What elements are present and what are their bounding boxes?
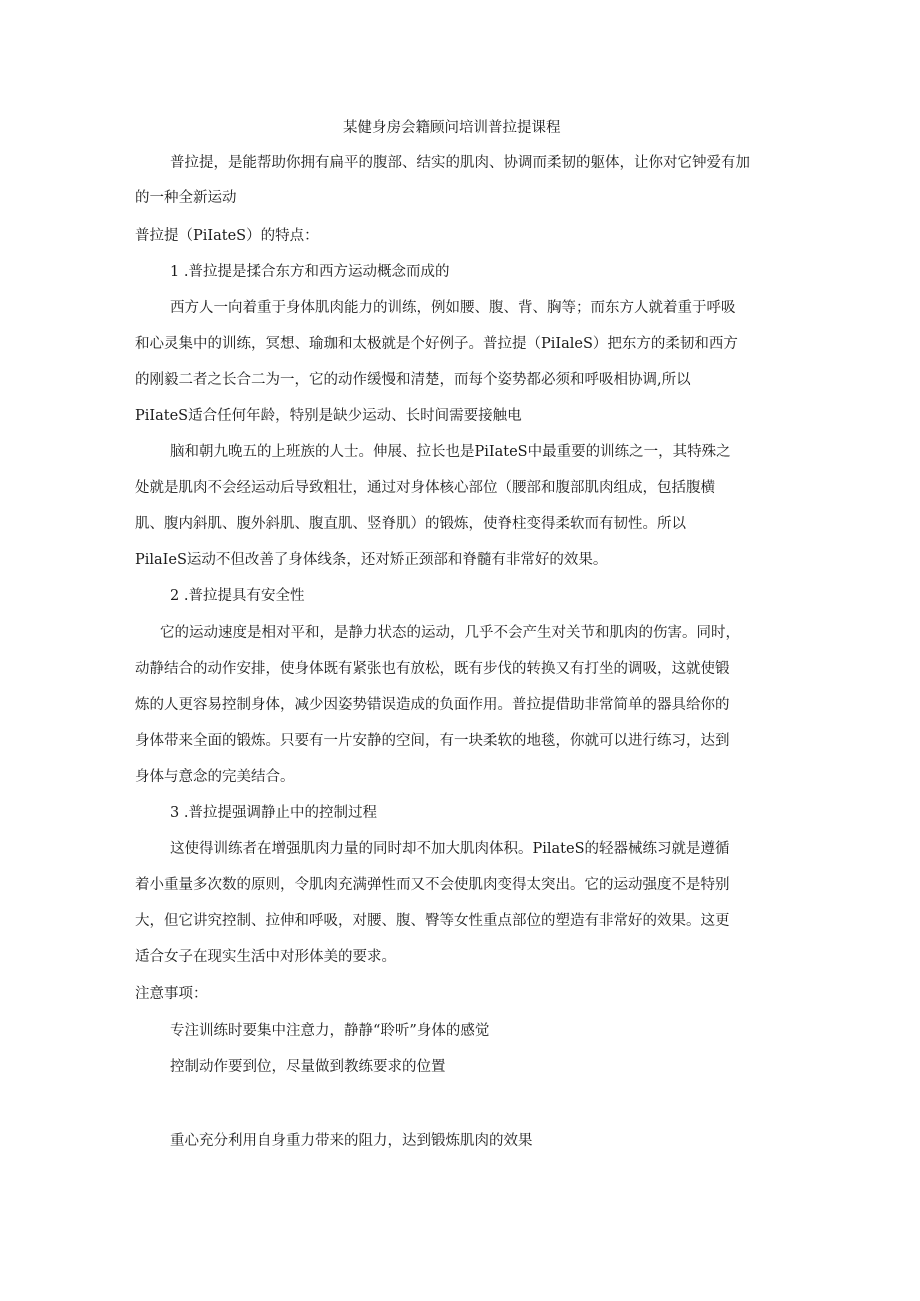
note-item: 控制动作要到位，尽量做到教练要求的位置	[170, 1059, 446, 1075]
note-item: 专注训练时要集中注意力，静静“聆听”身体的感觉	[170, 1023, 490, 1039]
paragraph-line: 的刚毅二者之长合二为一，它的动作缓慢和清楚，而每个姿势都必须和呼吸相协调,所以	[135, 372, 691, 388]
paragraph-line: 和心灵集中的训练，冥想、瑜珈和太极就是个好例子。普拉提（PiIaleS）把东方的柔韧和西方	[135, 336, 738, 352]
paragraph-line: 脑和朝九晚五的上班族的人士。伸展、拉长也是PiIateS中最重要的训练之一，其特殊之	[170, 444, 731, 460]
notes-heading: 注意事项：	[135, 986, 208, 1002]
paragraph-line: 适合女子在现实生活中对形体美的要求。	[135, 949, 396, 965]
note-item: 重心充分利用自身重力带来的阻力，达到锻炼肌肉的效果	[170, 1133, 533, 1149]
paragraph-line: 它的运动速度是相对平和，是静力状态的运动，几乎不会产生对关节和肌肉的伤害。同时，	[160, 625, 740, 641]
paragraph-line: PiIateS适合任何年龄，特别是缺少运动、长时间需要接触电	[135, 408, 522, 424]
document-title: 某健身房会籍顾问培训普拉提课程	[343, 120, 561, 136]
section1-heading: 1 .普拉提是揉合东方和西方运动概念而成的	[170, 264, 450, 280]
paragraph-line: PilaIeS运动不但改善了身体线条，还对矫正颈部和脊髓有非常好的效果。	[135, 552, 608, 568]
section2-heading: 2 .普拉提具有安全性	[170, 588, 305, 604]
features-heading: 普拉提（PiIateS）的特点：	[135, 228, 319, 244]
paragraph-line: 动静结合的动作安排，使身体既有紧张也有放松，既有步伐的转换又有打坐的调吸，这就使锻	[135, 661, 730, 677]
paragraph-line: 这使得训练者在增强肌肉力量的同时却不加大肌肉体积。PilateS的轻器械练习就是遵循	[170, 841, 730, 857]
paragraph-line: 身体与意念的完美结合。	[135, 769, 295, 785]
paragraph-line: 身体带来全面的锻炼。只要有一片安静的空间，有一块柔软的地毯，你就可以进行练习，达到	[135, 733, 730, 749]
section3-heading: 3 .普拉提强调静止中的控制过程	[170, 805, 377, 821]
intro-line: 普拉提，是能帮助你拥有扁平的腹部、结实的肌肉、协调而柔韧的躯体，让你对它钟爱有加	[170, 155, 750, 171]
paragraph-line: 处就是肌肉不会经运动后导致粗壮，通过对身体核心部位（腰部和腹部肌肉组成，包括腹横	[135, 480, 715, 496]
paragraph-line: 西方人一向着重于身体肌肉能力的训练，例如腰、腹、背、胸等；而东方人就着重于呼吸	[170, 300, 736, 316]
paragraph-line: 着小重量多次数的原则，令肌肉充满弹性而又不会使肌肉变得太突出。它的运动强度不是特别	[135, 877, 730, 893]
intro-line: 的一种全新运动	[135, 190, 237, 206]
paragraph-line: 大，但它讲究控制、拉伸和呼吸，对腰、腹、臀等女性重点部位的塑造有非常好的效果。这更	[135, 913, 730, 929]
paragraph-line: 肌、腹内斜肌、腹外斜肌、腹直肌、竖脊肌）的锻炼，使脊柱变得柔软而有韧性。所以	[135, 516, 686, 532]
paragraph-line: 炼的人更容易控制身体，减少因姿势错误造成的负面作用。普拉提借助非常简单的器具给你的	[135, 697, 730, 713]
